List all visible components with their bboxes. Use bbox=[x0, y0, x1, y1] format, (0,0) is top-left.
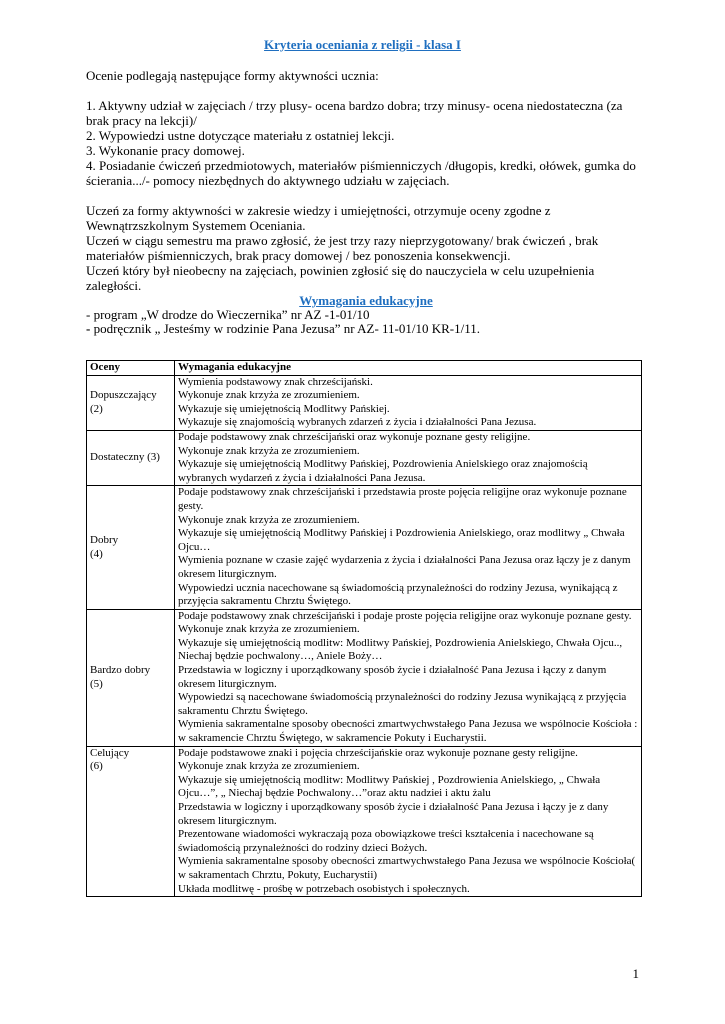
activity-item: 3. Wykonanie pracy domowej. bbox=[86, 143, 245, 158]
page-number: 1 bbox=[632, 966, 639, 981]
requirement-line: Wykonuje znak krzyża ze zrozumieniem. bbox=[178, 513, 360, 526]
requirement-line: Wykazuje się umiejętnością Modlitwy Pańskiej. bbox=[178, 402, 390, 415]
requirement-line: Wykonuje znak krzyża ze zrozumieniem. bbox=[178, 444, 360, 457]
rule-paragraph: Uczeń w ciągu semestru ma prawo zgłosić, że jest trzy razy nieprzygotowany/ brak ćwiczeń , brak materiałów piśmienniczych, brak pracy domowej / bez ponoszenia konsekwencji. bbox=[86, 233, 599, 263]
table-row bbox=[87, 486, 642, 609]
requirement-line: Wymienia podstawowy znak chrześcijański. bbox=[178, 375, 373, 388]
requirement-line: Wykonuje znak krzyża ze zrozumieniem. bbox=[178, 760, 360, 773]
grade-name: Celujący bbox=[90, 746, 130, 759]
table-row bbox=[87, 609, 642, 746]
grade-name: Dobry bbox=[90, 533, 119, 546]
program-line: - program „W drodze do Wieczernika” nr AZ -1-01/10 bbox=[86, 307, 370, 322]
header-requirements: Wymagania edukacyjne bbox=[175, 361, 642, 376]
requirement-line: Podaje podstawowy znak chrześcijański oraz wykonuje poznane gesty religijne. bbox=[178, 430, 531, 443]
requirements-cell bbox=[175, 375, 642, 430]
requirements-cell bbox=[175, 486, 642, 609]
requirement-line: Wymienia poznane w czasie zajęć wydarzenia z życia i działalności Pana Jezusa oraz łączy je z danym okresem liturgicznym. bbox=[178, 554, 631, 580]
grade-cell bbox=[87, 609, 175, 746]
requirement-line: Wypowiedzi ucznia nacechowane są świadomością przynależności do rodziny Jezusa, wynikającą z przyjęcia sakramentu Chrztu Świętego. bbox=[178, 581, 618, 608]
grade-number: (5) bbox=[90, 677, 103, 690]
header-grades: Oceny bbox=[87, 361, 175, 376]
grade-number: (4) bbox=[90, 547, 103, 560]
handbook-text: podręcznik „ Jesteśmy w rodzinie Pana Jezusa” nr AZ- 11-01/10 KR-1/11. bbox=[90, 321, 481, 336]
grade-cell bbox=[87, 375, 175, 430]
grade-name: Bardzo dobry bbox=[90, 664, 151, 677]
requirement-line: Wykazuje się umiejętnością Modlitwy Pańskiej, Pozdrowienia Anielskiego oraz znajomością wybranych wydarzeń z życia i działalności Pana Jezusa. bbox=[178, 458, 588, 484]
rule-paragraph: Uczeń który był nieobecny na zajęciach, powinien zgłosić się do nauczyciela w celu uzupełnienia zaległości. bbox=[86, 263, 595, 293]
requirement-line: Przedstawia w logiczny i uporządkowany sposób życie i działalność Pana Jezusa i łączy z danym okresem liturgicznym. bbox=[178, 664, 607, 690]
activity-item: 2. Wypowiedzi ustne dotyczące materiału z ostatniej lekcji. bbox=[86, 128, 395, 143]
grade-cell bbox=[87, 746, 175, 897]
requirement-line: Wymienia sakramentalne sposoby obecności zmartwychwstałego Pana Jezusa we wspólnocie Kościoła( w sakramentach Chrztu, Pokuty, Eucharystii) bbox=[178, 855, 636, 881]
requirement-line: Wykonuje znak krzyża ze zrozumieniem. bbox=[178, 389, 360, 402]
requirement-line: Przedstawia w logiczny i uporządkowany sposób życie i działalność Pana Jezusa i łączy je z dany okresem liturgicznym. bbox=[178, 801, 609, 827]
grade-number: (2) bbox=[90, 402, 103, 415]
handbook-dash: - bbox=[86, 321, 91, 336]
requirements-cell bbox=[175, 609, 642, 746]
rule-paragraph: Uczeń za formy aktywności w zakresie wiedzy i umiejętności, otrzymuje oceny zgodne z Wewnątrzszkolnym Systemem Oceniania. bbox=[86, 203, 551, 233]
requirement-line: Wykonuje znak krzyża ze zrozumieniem. bbox=[178, 623, 360, 636]
requirement-line: Podaje podstawowy znak chrześcijański i podaje proste pojęcia religijne oraz wykonuje poznane gesty. bbox=[178, 609, 632, 622]
table-row bbox=[87, 375, 642, 430]
intro-text: Ocenie podlegają następujące formy aktywności ucznia: bbox=[86, 68, 379, 83]
requirement-line: Prezentowane wiadomości wykraczają poza obowiązkowe treści kształcenia i nacechowane są świadomością przynależności do rodziny dzieci Bożych. bbox=[178, 828, 594, 854]
activity-item: 4. Posiadanie ćwiczeń przedmiotowych, materiałów piśmienniczych /długopis, kredki, ołówek, gumka do ścierania.../- pomocy niezbędnych do aktywnego udziału w zajęciach. bbox=[86, 158, 636, 188]
table-row bbox=[87, 430, 642, 485]
table-row bbox=[87, 746, 642, 897]
requirements-cell bbox=[175, 746, 642, 897]
requirement-line: Układa modlitwę - prośbę w potrzebach osobistych i społecznych. bbox=[178, 882, 470, 895]
requirement-line: Wypowiedzi są nacechowane świadomością przynależności do rodziny Jezusa wynikającą z przyjęcia sakramentu Chrztu Świętego. bbox=[178, 691, 627, 717]
requirements-cell bbox=[175, 430, 642, 485]
requirement-line: Wykazuje się znajomością wybranych zdarzeń z życia i działalności Pana Jezusa. bbox=[178, 416, 537, 429]
table-header-row bbox=[87, 361, 642, 376]
grade-cell bbox=[87, 430, 175, 485]
requirement-line: Podaje podstawowe znaki i pojęcia chrześcijańskie oraz wykonuje poznane gesty religijne. bbox=[178, 746, 578, 759]
requirement-line: Podaje podstawowy znak chrześcijański i przedstawia proste pojęcia religijne oraz wykonuje poznane gesty. bbox=[178, 486, 627, 512]
requirement-line: Wykazuje się umiejętnością modlitw: Modlitwy Pańskiej , Pozdrowienia Anielskiego, „ Chwała Ojcu…”, „ Niechaj będzie Pochwalony…”oraz aktu nadziei i aktu żalu bbox=[178, 773, 601, 800]
document-title: Kryteria oceniania z religii - klasa I bbox=[264, 37, 461, 52]
grade-cell bbox=[87, 486, 175, 609]
grade-name: Dostateczny (3) bbox=[90, 451, 160, 464]
requirement-line: Wykazuje się umiejętnością modlitw: Modlitwy Pańskiej, Pozdrowienia Anielskiego, Chwała Ojcu.., Niechaj będzie pochwalony…, Aniele Boży… bbox=[178, 636, 623, 663]
requirement-line: Wymienia sakramentalne sposoby obecności zmartwychwstałego Pana Jezusa we wspólnocie Kościoła : w sakramencie Chrztu Świętego, w sakramencie Pokuty i Eucharystii. bbox=[178, 718, 638, 745]
grade-name: Dopuszczający bbox=[90, 389, 157, 402]
handbook-line bbox=[86, 322, 646, 336]
section-subtitle: Wymagania edukacyjne bbox=[299, 293, 433, 308]
activity-item: 1. Aktywny udział w zajęciach / trzy plusy- ocena bardzo dobra; trzy minusy- ocena niedostateczna (za brak pracy na lekcji)/ bbox=[86, 98, 623, 128]
requirement-line: Wykazuje się umiejętnością Modlitwy Pańskiej i Pozdrowienia Anielskiego, oraz modlitwy „ Chwała Ojcu… bbox=[178, 527, 625, 553]
requirements-table bbox=[86, 360, 642, 897]
document-body bbox=[86, 68, 646, 336]
grade-number: (6) bbox=[90, 760, 103, 773]
